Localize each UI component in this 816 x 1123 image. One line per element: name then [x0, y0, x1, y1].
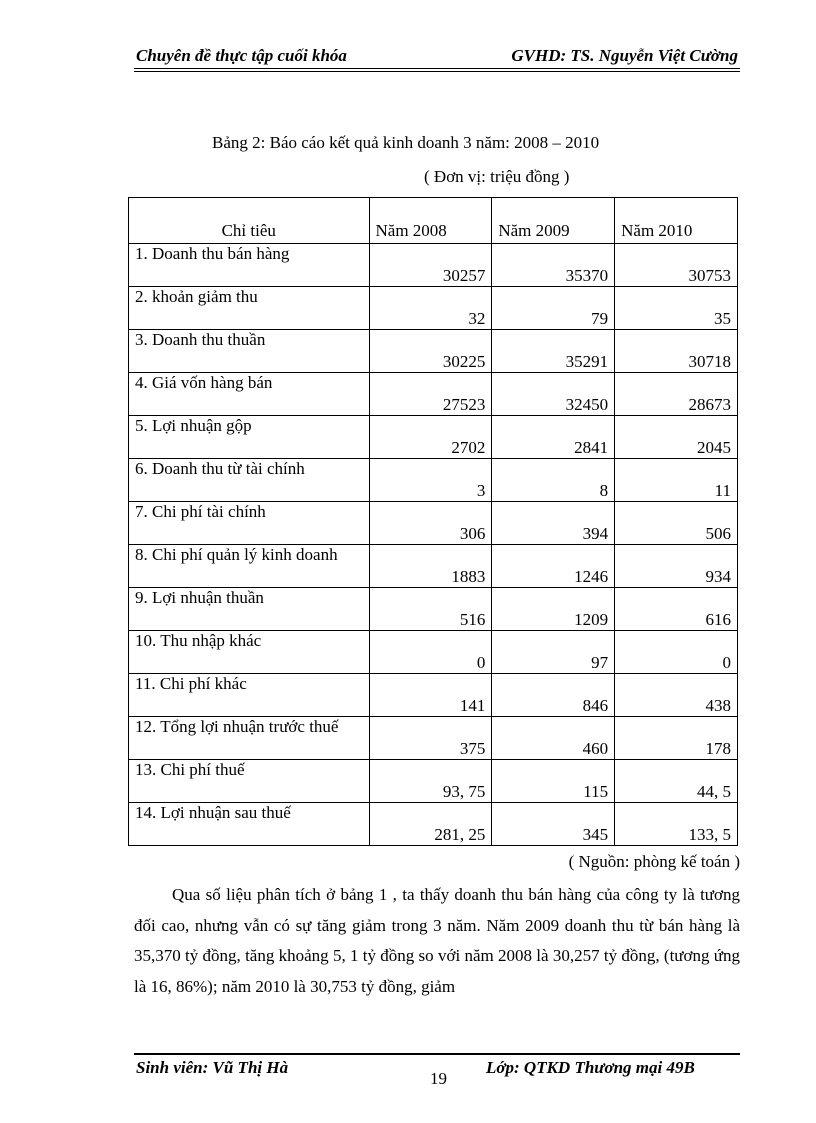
value-2008: 306: [369, 502, 492, 545]
table-row: [129, 588, 738, 631]
row-label: 6. Doanh thu từ tài chính: [129, 459, 370, 502]
value-2009: 2841: [492, 416, 615, 459]
table-row: [129, 416, 738, 459]
value-2009: 79: [492, 287, 615, 330]
value-2008: 27523: [369, 373, 492, 416]
value-2010: 616: [615, 588, 738, 631]
header-topic: Chuyên đề thực tập cuối khóa: [136, 46, 347, 65]
col-header-2008: Năm 2008: [369, 198, 492, 244]
table-row: [129, 631, 738, 674]
table-row: [129, 373, 738, 416]
header-rule-top: [134, 68, 740, 69]
row-label: 13. Chi phí thuế: [129, 760, 370, 803]
table-row: [129, 803, 738, 846]
col-header-2010: Năm 2010: [615, 198, 738, 244]
row-label: 9. Lợi nhuận thuần: [129, 588, 370, 631]
value-2010: 133, 5: [615, 803, 738, 846]
value-2010: 934: [615, 545, 738, 588]
business-results-table: [128, 197, 738, 846]
value-2010: 506: [615, 502, 738, 545]
footer-class: Lớp: QTKD Thương mại 49B: [486, 1058, 695, 1077]
row-label: 5. Lợi nhuận gộp: [129, 416, 370, 459]
table-row: [129, 545, 738, 588]
value-2010: 30718: [615, 330, 738, 373]
value-2009: 1246: [492, 545, 615, 588]
row-label: 12. Tổng lợi nhuận trước thuế: [129, 717, 370, 760]
table-unit: ( Đơn vị: triệu đồng ): [424, 167, 570, 186]
value-2008: 0: [369, 631, 492, 674]
col-header-indicator: Chỉ tiêu: [129, 198, 370, 244]
row-label: 4. Giá vốn hàng bán: [129, 373, 370, 416]
table-row: [129, 502, 738, 545]
value-2010: 35: [615, 287, 738, 330]
page-header: [134, 44, 740, 70]
row-label: 10. Thu nhập khác: [129, 631, 370, 674]
value-2008: 93, 75: [369, 760, 492, 803]
value-2009: 8: [492, 459, 615, 502]
table-row: [129, 244, 738, 287]
table-row: [129, 287, 738, 330]
col-header-2009: Năm 2009: [492, 198, 615, 244]
value-2009: 846: [492, 674, 615, 717]
value-2010: 30753: [615, 244, 738, 287]
page-number: 19: [430, 1069, 447, 1088]
value-2009: 35370: [492, 244, 615, 287]
value-2008: 30257: [369, 244, 492, 287]
value-2008: 516: [369, 588, 492, 631]
value-2008: 141: [369, 674, 492, 717]
table-row: [129, 459, 738, 502]
footer-rule: [134, 1053, 740, 1055]
table-header-row: [129, 198, 738, 244]
value-2010: 28673: [615, 373, 738, 416]
row-label: 1. Doanh thu bán hàng: [129, 244, 370, 287]
value-2009: 460: [492, 717, 615, 760]
row-label: 14. Lợi nhuận sau thuế: [129, 803, 370, 846]
value-2010: 0: [615, 631, 738, 674]
table-row: [129, 717, 738, 760]
value-2009: 394: [492, 502, 615, 545]
paragraph-text: Qua số liệu phân tích ở bảng 1 , ta thấy doanh thu bán hàng của công ty là tương đối cao, nhưng vẫn có sự tăng giảm trong 3 năm. Năm 2009 doanh thu từ bán hàng là 35,370 tỷ đồng, tăng khoảng 5, 1 tỷ đồng so với năm 2008 là 30,257 tỷ đồng, (tương ứng là 16, 86%); năm 2010 là 30,753 tỷ đồng, giảm: [134, 885, 740, 996]
value-2010: 438: [615, 674, 738, 717]
row-label: 3. Doanh thu thuần: [129, 330, 370, 373]
value-2008: 1883: [369, 545, 492, 588]
body-paragraph: [134, 880, 740, 1002]
value-2009: 97: [492, 631, 615, 674]
row-label: 7. Chi phí tài chính: [129, 502, 370, 545]
value-2010: 2045: [615, 416, 738, 459]
table-row: [129, 330, 738, 373]
value-2008: 32: [369, 287, 492, 330]
value-2008: 30225: [369, 330, 492, 373]
value-2008: 2702: [369, 416, 492, 459]
header-rule-bottom: [134, 71, 740, 72]
footer-student: Sinh viên: Vũ Thị Hà: [136, 1058, 289, 1077]
row-label: 11. Chi phí khác: [129, 674, 370, 717]
value-2009: 32450: [492, 373, 615, 416]
value-2008: 281, 25: [369, 803, 492, 846]
header-supervisor: GVHD: TS. Nguyễn Việt Cường: [511, 46, 738, 65]
value-2009: 1209: [492, 588, 615, 631]
table-row: [129, 674, 738, 717]
value-2009: 115: [492, 760, 615, 803]
value-2010: 178: [615, 717, 738, 760]
row-label: 8. Chi phí quản lý kinh doanh: [129, 545, 370, 588]
row-label: 2. khoản giảm thu: [129, 287, 370, 330]
table-row: [129, 760, 738, 803]
value-2009: 35291: [492, 330, 615, 373]
value-2009: 345: [492, 803, 615, 846]
value-2008: 375: [369, 717, 492, 760]
table-source: ( Nguồn: phòng kế toán ): [568, 852, 740, 871]
value-2010: 11: [615, 459, 738, 502]
table-caption: Bảng 2: Báo cáo kết quả kinh doanh 3 năm: 2008 – 2010: [212, 133, 600, 152]
value-2008: 3: [369, 459, 492, 502]
value-2010: 44, 5: [615, 760, 738, 803]
